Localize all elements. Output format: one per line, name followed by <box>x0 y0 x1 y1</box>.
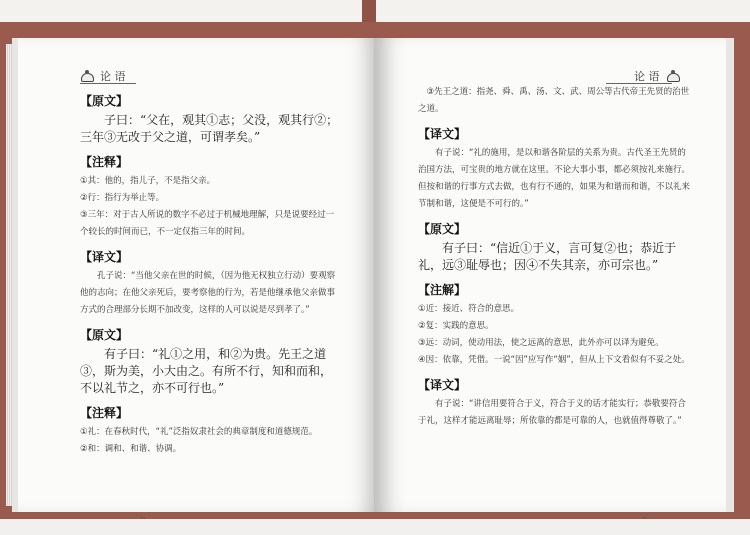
original-text: 有子曰：“信近①于义，言可复②也；恭近于礼，远③耻辱也；因④不失其亲，亦可宗也。” <box>418 241 677 272</box>
section-heading: 【译文】 <box>418 378 467 392</box>
book-ornament-icon <box>80 70 94 82</box>
annotation-text: ②复：实践的意思。 <box>418 321 494 331</box>
annotation-text: ②和：调和、和谐、协调。 <box>80 444 182 454</box>
book-ornament-icon <box>666 70 680 82</box>
left-page-body <box>80 94 342 458</box>
original-text: 有子曰：“礼①之用，和②为贵。先王之道③，斯为美，小大由之。有所不行，知和而和，不以礼节之，亦不可行也。” <box>80 347 333 395</box>
section-heading: 【译文】 <box>80 250 129 264</box>
annotation-text: ①礼：在春秋时代，“礼”泛指奴隶社会的典章制度和道德规范。 <box>80 427 318 437</box>
annotation-text: ③先王之道：指尧、舜、禹、汤、文、武、周公等古代帝王先贤的治世之道。 <box>418 87 690 114</box>
left-page <box>12 38 380 512</box>
left-header-title: 论 语 <box>100 70 126 83</box>
annotation-text: ①其：他的，指儿子，不是指父亲。 <box>80 176 216 186</box>
annotation-text: ①近：接近、符合的意思。 <box>418 304 520 314</box>
next-page-top-edge <box>0 0 750 22</box>
section-heading: 【原文】 <box>80 94 129 108</box>
right-running-header <box>634 68 680 84</box>
annotation-text: 有子说：“讲信用要符合于义，符合于义的话才能实行；恭敬要符合于礼，这样才能远离耻辱；所依靠的都是可靠的人，也就值得尊敬了。” <box>418 399 686 426</box>
left-header-rule <box>80 83 136 84</box>
annotation-text: ②行：指行为举止等。 <box>80 193 165 203</box>
annotation-text: ④因：依靠，凭借。一说“因”应写作“姻”，但从上下文看似有不妥之处。 <box>418 355 690 365</box>
section-heading: 【译文】 <box>418 127 467 141</box>
section-heading: 【原文】 <box>418 222 467 236</box>
original-text: 子曰：“父在，观其①志；父没，观其行②；三年③无改于父之道，可谓孝矣。” <box>80 113 339 144</box>
annotation-text: 孔子说：“当他父亲在世的时候，（因为他无权独立行动）要观察他的志向；在他父亲死后，要考察他的行为，若是他继承他父亲做事方式的合理部分长期不加改变，这样的人可以说是尽到孝了。” <box>80 271 336 315</box>
annotation-text: ③三年：对于古人所说的数字不必过于机械地理解，只是说要经过一个较长的时间而已，不一定仅指三年的时间。 <box>80 210 335 237</box>
section-heading: 【原文】 <box>80 328 129 342</box>
right-header-title: 论 语 <box>634 70 660 83</box>
section-heading: 【注释】 <box>80 406 129 420</box>
right-page <box>374 38 734 512</box>
section-heading: 【注释】 <box>80 155 129 169</box>
left-running-header <box>80 68 126 84</box>
annotation-text: 有子说：“礼的施用，是以和谐各阶层的关系为贵。古代圣王先贤的治国方法，可宝贵的地方就在这里。不论大事小事，都必须按礼来施行。但按和谐的行事方式去做，也有行不通的，如果为和谐而和谐，不以礼来节制和谐，这便是不可行的。” <box>418 148 691 209</box>
section-heading: 【注解】 <box>418 283 467 297</box>
top-gap <box>362 0 376 22</box>
annotation-text: ③远：动词，使动用法，使之远离的意思，此外亦可以译为避免。 <box>418 338 664 348</box>
next-page-bottom-edge <box>0 519 750 535</box>
right-page-body <box>418 84 690 430</box>
